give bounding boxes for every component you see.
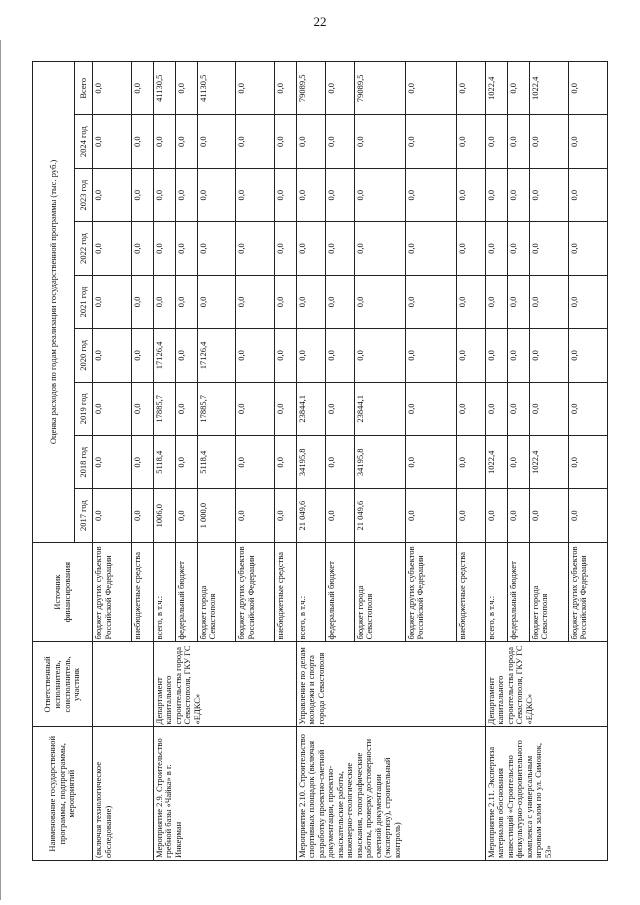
amount-cell: 0,0: [93, 222, 132, 275]
amount-cell: 0,0: [529, 382, 568, 435]
amount-cell: 0,0: [131, 489, 153, 542]
amount-cell: 0,0: [153, 115, 175, 168]
funding-source: внебюджетные средства: [131, 542, 153, 642]
amount-cell: 0,0: [405, 436, 456, 489]
amount-cell: 0,0: [568, 382, 607, 435]
amount-cell: 0,0: [325, 222, 354, 275]
amount-cell: 0,0: [175, 275, 197, 328]
amount-cell: 0,0: [296, 222, 325, 275]
amount-cell: 0,0: [507, 489, 529, 542]
amount-cell: 0,0: [131, 168, 153, 221]
amount-cell: 17126,4: [197, 329, 236, 382]
amount-cell: 0,0: [153, 168, 175, 221]
amount-cell: 1022,4: [529, 62, 568, 116]
amount-cell: 1 000,0: [197, 489, 236, 542]
header-responsible: Ответственный исполнитель, соисполнитель, участник: [33, 642, 93, 727]
amount-cell: 0,0: [197, 115, 236, 168]
amount-cell: 1006,0: [153, 489, 175, 542]
amount-cell: 0,0: [507, 222, 529, 275]
amount-cell: 0,0: [175, 436, 197, 489]
amount-cell: 23844,1: [296, 382, 325, 435]
table-row: [485, 62, 507, 861]
header-year: 2019 год: [75, 382, 93, 435]
amount-cell: 0,0: [529, 489, 568, 542]
amount-cell: 0,0: [325, 489, 354, 542]
amount-cell: 0,0: [568, 222, 607, 275]
amount-cell: 17126,4: [153, 329, 175, 382]
funding-source: федеральный бюджет: [175, 542, 197, 642]
amount-cell: 0,0: [354, 115, 405, 168]
amount-cell: 0,0: [175, 489, 197, 542]
amount-cell: 0,0: [131, 436, 153, 489]
amount-cell: 0,0: [274, 222, 296, 275]
funding-source: бюджет города Севастополя: [354, 542, 405, 642]
amount-cell: 21 049,6: [354, 489, 405, 542]
amount-cell: 0,0: [485, 329, 507, 382]
table-row: [153, 62, 175, 861]
amount-cell: 0,0: [507, 168, 529, 221]
header-year: 2023 год: [75, 168, 93, 221]
amount-cell: 0,0: [296, 329, 325, 382]
budget-table: [32, 61, 608, 861]
amount-cell: 0,0: [568, 115, 607, 168]
amount-cell: 1022,4: [529, 436, 568, 489]
amount-cell: 34195,8: [296, 436, 325, 489]
amount-cell: 0,0: [274, 489, 296, 542]
amount-cell: 0,0: [131, 275, 153, 328]
measure-name: (включая технологическое обследование): [93, 727, 154, 861]
amount-cell: 0,0: [296, 275, 325, 328]
amount-cell: 0,0: [274, 275, 296, 328]
amount-cell: 0,0: [93, 489, 132, 542]
amount-cell: 0,0: [507, 275, 529, 328]
amount-cell: 0,0: [529, 275, 568, 328]
amount-cell: 0,0: [93, 382, 132, 435]
amount-cell: 0,0: [485, 382, 507, 435]
amount-cell: 0,0: [456, 115, 485, 168]
amount-cell: 0,0: [236, 382, 275, 435]
amount-cell: 0,0: [296, 115, 325, 168]
amount-cell: 0,0: [568, 489, 607, 542]
amount-cell: 0,0: [175, 115, 197, 168]
amount-cell: 34195,8: [354, 436, 405, 489]
amount-cell: 0,0: [131, 382, 153, 435]
header-year: 2018 год: [75, 436, 93, 489]
header-estimate: Оценка расходов по годам реализации государственной программы (тыс. руб.): [33, 62, 75, 543]
amount-cell: 0,0: [485, 168, 507, 221]
amount-cell: 0,0: [456, 436, 485, 489]
amount-cell: 0,0: [274, 382, 296, 435]
table-row: [93, 62, 132, 861]
amount-cell: 0,0: [529, 168, 568, 221]
measure-name: Мероприятие 2.11. Экспертиза материалов обоснования инвестиций «Строительство физкультурно-оздоровительного комплекса с универсальным игровым залом по ул. Симонок, 53»: [485, 727, 607, 861]
amount-cell: 0,0: [325, 275, 354, 328]
amount-cell: 0,0: [507, 62, 529, 116]
amount-cell: 0,0: [456, 222, 485, 275]
measure-name: Мероприятие 2.9. Строительство гребной базы «Чайка» в г. Инкерман: [153, 727, 296, 861]
header-year: Всего: [75, 62, 93, 116]
amount-cell: 0,0: [153, 222, 175, 275]
funding-source: бюджет города Севастополя: [529, 542, 568, 642]
amount-cell: 0,0: [485, 222, 507, 275]
amount-cell: 0,0: [175, 382, 197, 435]
amount-cell: 0,0: [197, 275, 236, 328]
amount-cell: 0,0: [153, 275, 175, 328]
funding-source: федеральный бюджет: [325, 542, 354, 642]
amount-cell: 0,0: [325, 115, 354, 168]
amount-cell: 0,0: [325, 329, 354, 382]
funding-source: внебюджетные средства: [274, 542, 296, 642]
amount-cell: 0,0: [236, 168, 275, 221]
amount-cell: 0,0: [456, 489, 485, 542]
amount-cell: 17885,7: [153, 382, 175, 435]
amount-cell: 0,0: [236, 115, 275, 168]
amount-cell: 0,0: [175, 222, 197, 275]
amount-cell: 0,0: [405, 329, 456, 382]
amount-cell: 0,0: [456, 382, 485, 435]
measure-name: Мероприятие 2.10. Строительство спортивных площадок (включая разработку проектно-сметной документации, проектно-изыскательские работы, инженерно-геологические изыскания, топографические работы, проверку достоверности сметной документации (экспертизу), строительный контроль): [296, 727, 485, 861]
amount-cell: 0,0: [354, 168, 405, 221]
amount-cell: 21 049,6: [296, 489, 325, 542]
amount-cell: 0,0: [325, 62, 354, 116]
amount-cell: 1022,4: [485, 436, 507, 489]
amount-cell: 0,0: [131, 62, 153, 116]
amount-cell: 0,0: [197, 222, 236, 275]
amount-cell: 0,0: [456, 275, 485, 328]
amount-cell: 0,0: [93, 436, 132, 489]
header-year: 2021 год: [75, 275, 93, 328]
funding-source: федеральный бюджет: [507, 542, 529, 642]
amount-cell: 0,0: [405, 275, 456, 328]
amount-cell: 0,0: [456, 62, 485, 116]
amount-cell: 0,0: [405, 62, 456, 116]
funding-source: всего, в т.ч.:: [485, 542, 507, 642]
amount-cell: 0,0: [175, 62, 197, 116]
amount-cell: 0,0: [456, 168, 485, 221]
funding-source: бюджет других субъектов Российской Федерации: [405, 542, 456, 642]
amount-cell: 0,0: [568, 168, 607, 221]
amount-cell: 0,0: [568, 275, 607, 328]
amount-cell: 0,0: [354, 222, 405, 275]
funding-source: бюджет других субъектов Российской Федерации: [568, 542, 607, 642]
header-year: 2020 год: [75, 329, 93, 382]
header-source: Источник финансирования: [33, 542, 93, 642]
amount-cell: 0,0: [568, 436, 607, 489]
header-year: 2022 год: [75, 222, 93, 275]
amount-cell: 0,0: [485, 275, 507, 328]
amount-cell: 0,0: [236, 275, 275, 328]
amount-cell: 0,0: [485, 489, 507, 542]
scan-edge-line: [0, 40, 1, 900]
amount-cell: 0,0: [131, 329, 153, 382]
amount-cell: 0,0: [93, 329, 132, 382]
amount-cell: 0,0: [236, 436, 275, 489]
funding-source: бюджет города Севастополя: [197, 542, 236, 642]
funding-source: бюджет других субъектов Российской Федерации: [93, 542, 132, 642]
amount-cell: 0,0: [507, 329, 529, 382]
amount-cell: 0,0: [236, 222, 275, 275]
table-row: [296, 62, 325, 861]
amount-cell: 0,0: [93, 115, 132, 168]
funding-source: всего, в т.ч.:: [296, 542, 325, 642]
amount-cell: 0,0: [236, 329, 275, 382]
amount-cell: 0,0: [236, 489, 275, 542]
amount-cell: 0,0: [93, 62, 132, 116]
amount-cell: 0,0: [354, 275, 405, 328]
amount-cell: 0,0: [405, 382, 456, 435]
amount-cell: 0,0: [236, 62, 275, 116]
amount-cell: 0,0: [274, 62, 296, 116]
header-year: 2017 год: [75, 489, 93, 542]
amount-cell: 0,0: [175, 329, 197, 382]
header-name: Наименование государственной программы, подпрограммы, мероприятий: [33, 727, 93, 861]
amount-cell: 0,0: [325, 168, 354, 221]
funding-source: бюджет других субъектов Российской Федерации: [236, 542, 275, 642]
amount-cell: 0,0: [274, 329, 296, 382]
amount-cell: 0,0: [568, 329, 607, 382]
funding-source: внебюджетные средства: [456, 542, 485, 642]
amount-cell: 0,0: [131, 222, 153, 275]
amount-cell: 0,0: [456, 329, 485, 382]
amount-cell: 0,0: [197, 168, 236, 221]
amount-cell: 0,0: [93, 275, 132, 328]
rotated-table-container: [32, 61, 608, 861]
responsible-executor: [93, 642, 154, 727]
amount-cell: 0,0: [529, 222, 568, 275]
amount-cell: 0,0: [529, 115, 568, 168]
header-year: 2024 год: [75, 115, 93, 168]
amount-cell: 0,0: [507, 115, 529, 168]
amount-cell: 0,0: [507, 436, 529, 489]
amount-cell: 0,0: [405, 489, 456, 542]
amount-cell: 0,0: [568, 62, 607, 116]
amount-cell: 1022,4: [485, 62, 507, 116]
amount-cell: 0,0: [507, 382, 529, 435]
amount-cell: 0,0: [485, 115, 507, 168]
amount-cell: 5118,4: [197, 436, 236, 489]
amount-cell: 0,0: [405, 115, 456, 168]
amount-cell: 0,0: [274, 168, 296, 221]
amount-cell: 0,0: [325, 382, 354, 435]
amount-cell: 23844,1: [354, 382, 405, 435]
amount-cell: 0,0: [93, 168, 132, 221]
amount-cell: 41130,5: [197, 62, 236, 116]
amount-cell: 17885,7: [197, 382, 236, 435]
amount-cell: 0,0: [131, 115, 153, 168]
responsible-executor: Департамент капитального строительства города Севастополя, ГКУ ГС «ЕДКС»: [153, 642, 296, 727]
amount-cell: 79089,5: [296, 62, 325, 116]
amount-cell: 41130,5: [153, 62, 175, 116]
amount-cell: 0,0: [354, 329, 405, 382]
amount-cell: 0,0: [529, 329, 568, 382]
responsible-executor: Управление по делам молодежи и спорта города Севастополя: [296, 642, 485, 727]
amount-cell: 0,0: [325, 436, 354, 489]
amount-cell: 0,0: [405, 168, 456, 221]
amount-cell: 0,0: [274, 436, 296, 489]
amount-cell: 0,0: [274, 115, 296, 168]
funding-source: всего, в т.ч.:: [153, 542, 175, 642]
amount-cell: 0,0: [175, 168, 197, 221]
page-number: 22: [313, 14, 327, 29]
amount-cell: 0,0: [405, 222, 456, 275]
amount-cell: 5118,4: [153, 436, 175, 489]
responsible-executor: Департамент капитального строительства города Севастополя, ГКУ ГС «ЕДКС»: [485, 642, 607, 727]
amount-cell: 79089,5: [354, 62, 405, 116]
amount-cell: 0,0: [296, 168, 325, 221]
